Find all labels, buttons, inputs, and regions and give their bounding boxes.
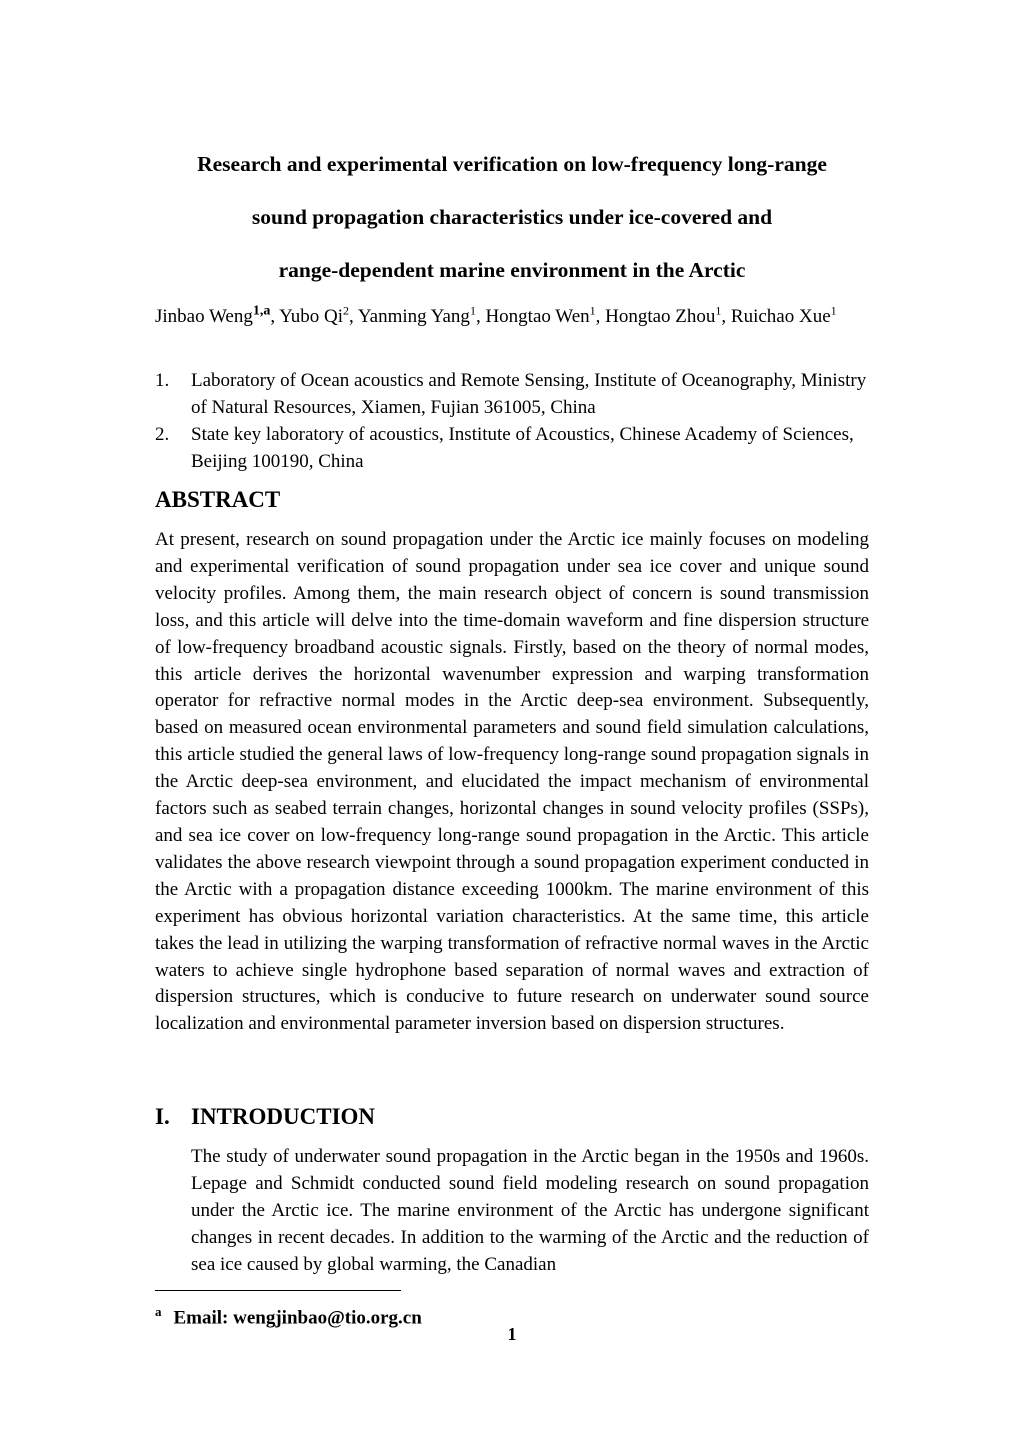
page-number: 1 xyxy=(507,1324,517,1344)
section-number: I. xyxy=(155,1104,170,1129)
affiliation-item: 1. Laboratory of Ocean acoustics and Remote Sensing, Institute of Oceanography, Ministry of Natural Resources, Xiamen, Fujian 361005, China xyxy=(155,370,867,418)
introduction-body: The study of underwater sound propagation in the Arctic began in the 1950s and 1960s. Lepage and Schmidt conducted sound field modeling research on sound propagation under the Arctic ice. The marine environment of the Arctic has undergone significant changes in recent decades. In addition to the warming of the Arctic and the reduction of sea ice caused by global warming, the Canadian xyxy=(191,1146,869,1275)
author: Yubo Qi$^2$, xyxy=(279,303,358,327)
abstract-body: At present, research on sound propagation under the Arctic ice mainly focuses on modeling and experimental verification of sound propagation under sea ice cover and unique sound velocity profiles. Among them, the main research object of concern is sound transmission loss, and this article will delve into the time-domain waveform and fine dispersion structure of low-frequency broadband acoustic signals. Firstly, based on the theory of normal modes, this article derives the horizontal wavenumber expression and warping transformation operator for refractive normal modes in the Arctic deep-sea environment. Subsequently, based on measured ocean environmental parameters and sound field simulation calculations, this article studied the general laws of low-frequency long-range sound propagation signals in the Arctic deep-sea environment, and elucidated the impact mechanism of environmental factors such as seabed terrain changes, horizontal changes in sound velocity profiles (SSPs), and sea ice cover on low-frequency long-range sound propagation in the Arctic. This article validates the above research viewpoint through a sound propagation experiment conducted in the Arctic with a propagation distance exceeding 1000km. The marine environment of this experiment has obvious horizontal variation characteristics. At the same time, this article takes the lead in utilizing the warping transformation of refractive normal waves in the Arctic waters to achieve single hydrophone based separation of normal waves and extraction of dispersion structures, which is conducive to future research on underwater sound source localization and environmental parameter inversion based on dispersion structures. xyxy=(155,529,869,1035)
section-title: INTRODUCTION xyxy=(191,1104,376,1129)
abstract-heading: ABSTRACT xyxy=(155,487,281,512)
title-line-3: range-dependent marine environment in the Arctic xyxy=(278,258,746,282)
author: Ruichao Xue$^1$ xyxy=(730,303,837,327)
paper-title xyxy=(130,138,894,297)
affiliation-item: 2. State key laboratory of acoustics, Institute of Acoustics, Chinese Academy of Sciences, Beijing 100190, China xyxy=(155,424,854,472)
affiliation-list xyxy=(155,367,867,475)
author: Hongtao Wen$^1$, xyxy=(485,303,606,327)
footnote-divider xyxy=(155,1290,401,1291)
title-line-1: Research and experimental verification on low-frequency long-range xyxy=(197,152,827,176)
author: Jinbao Weng$^{1,a}$, xyxy=(155,303,280,327)
title-line-2: sound propagation characteristics under ice-covered and xyxy=(251,205,773,229)
author-list xyxy=(155,299,867,335)
author: Yanming Yang$^1$, xyxy=(357,303,486,327)
introduction-heading xyxy=(155,1101,375,1133)
footnote-mark: a xyxy=(155,1304,162,1319)
author: Hongtao Zhou$^1$, xyxy=(605,303,731,327)
footnote-email: Email: wengjinbao@tio.org.cn xyxy=(173,1307,422,1329)
